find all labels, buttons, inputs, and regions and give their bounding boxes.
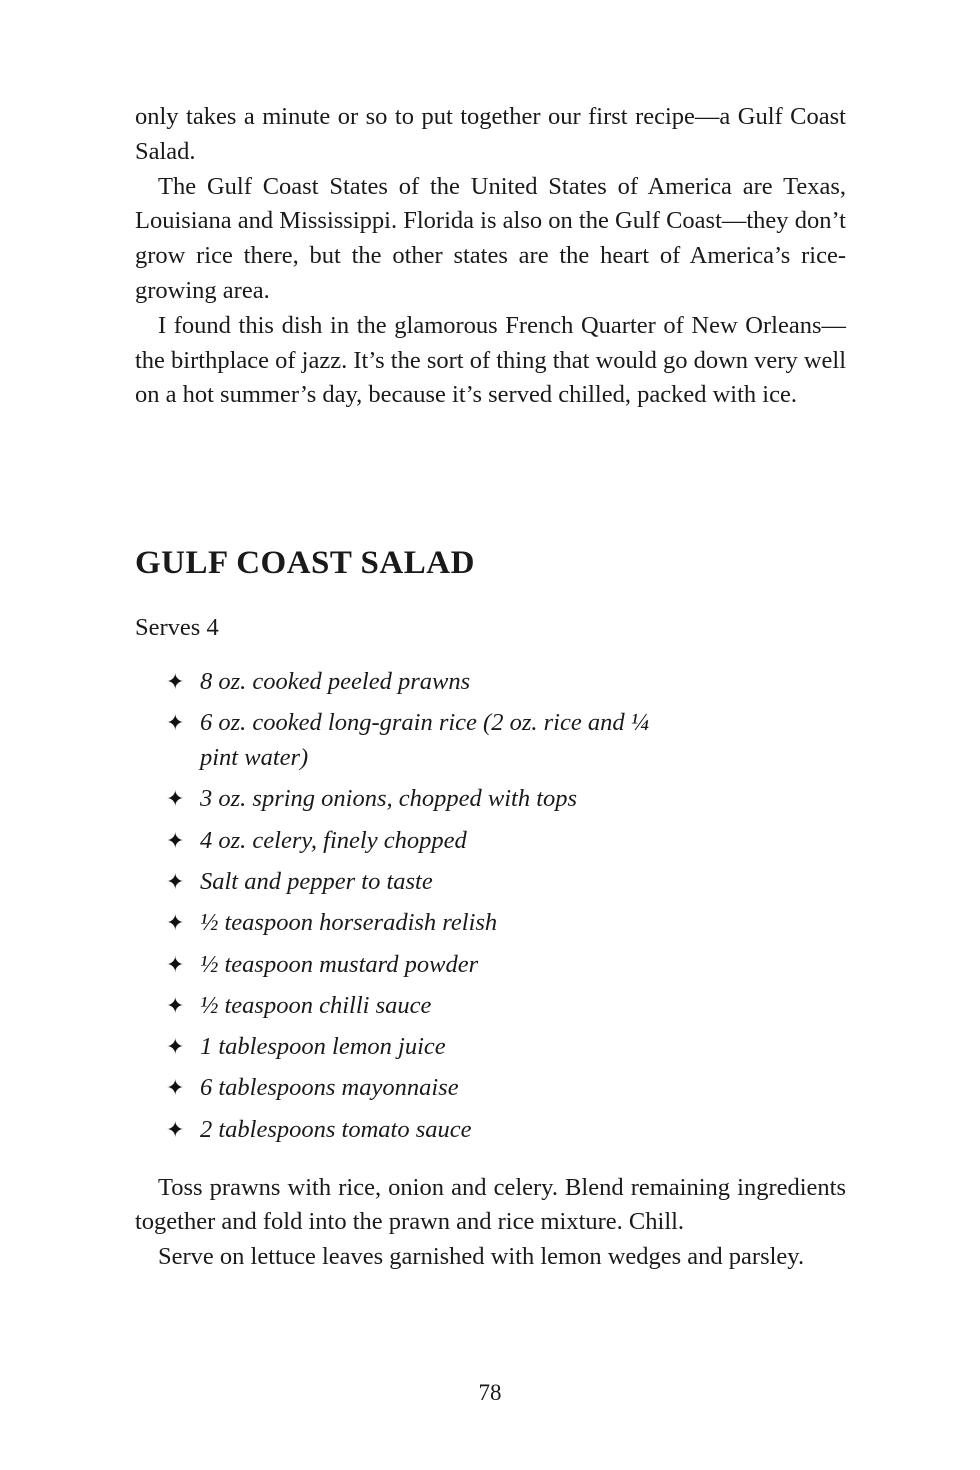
ingredient-text: ½ teaspoon horseradish relish (200, 909, 498, 937)
ingredient-item (135, 865, 680, 900)
ingredient-item (135, 989, 680, 1024)
ingredient-text: 3 oz. spring onions, chopped with tops (200, 785, 578, 813)
serves-label: Serves 4 (135, 614, 219, 642)
ingredient-item (135, 1071, 680, 1106)
star-bullet-icon: ✦ (166, 668, 185, 694)
method-paragraph: Toss prawns with rice, onion and celery. Blend remaining ingredients together and fold into the prawn and rice mixture. Chill. (135, 1173, 846, 1236)
ingredient-list (135, 665, 846, 1148)
ingredient-item (135, 665, 680, 700)
ingredient-text: 8 oz. cooked peeled prawns (200, 667, 471, 695)
star-bullet-icon: ✦ (166, 827, 185, 853)
ingredient-text: 2 tablespoons tomato sauce (200, 1115, 472, 1143)
star-bullet-icon: ✦ (166, 951, 185, 977)
ingredient-text: 4 oz. celery, finely chopped (200, 826, 467, 854)
intro-paragraph: only takes a minute or so to put together our first recipe—a Gulf Coast Salad. (135, 103, 846, 165)
recipe-title: GULF COAST SALAD (135, 545, 475, 582)
intro-paragraph: The Gulf Coast States of the United States of America are Texas, Louisiana and Mississippi. Florida is also on the Gulf Coast—they don’t grow rice there, but the other states are the heart of America’s rice-growing area. (135, 172, 846, 304)
ingredient-text: 6 oz. cooked long-grain rice (2 oz. rice and ¼ pint water) (200, 709, 650, 772)
ingredient-item (135, 824, 680, 859)
ingredient-text: ½ teaspoon mustard powder (200, 950, 479, 978)
ingredient-text: ½ teaspoon chilli sauce (200, 991, 432, 1019)
ingredient-text: Salt and pepper to taste (200, 867, 433, 895)
star-bullet-icon: ✦ (166, 786, 185, 812)
page-number: 78 (478, 1380, 502, 1405)
page-content (135, 100, 846, 1275)
ingredient-text: 6 tablespoons mayonnaise (200, 1074, 459, 1102)
ingredient-text: 1 tablespoon lemon juice (200, 1033, 446, 1061)
star-bullet-icon: ✦ (166, 1075, 185, 1101)
ingredient-item (135, 1113, 680, 1148)
star-bullet-icon: ✦ (166, 910, 185, 936)
intro-paragraph: I found this dish in the glamorous French Quarter of New Orleans—the birthplace of jazz. It’s the sort of thing that would go down very well on a hot summer’s day, because it’s served chilled, packed with ice. (135, 311, 847, 409)
ingredient-item (135, 1030, 680, 1065)
method-paragraph: Serve on lettuce leaves garnished with lemon wedges and parsley. (158, 1243, 805, 1271)
ingredient-item (135, 906, 680, 941)
star-bullet-icon: ✦ (166, 992, 185, 1018)
star-bullet-icon: ✦ (166, 1116, 185, 1142)
star-bullet-icon: ✦ (166, 1034, 185, 1060)
ingredient-item (135, 706, 680, 776)
ingredient-item (135, 948, 680, 983)
star-bullet-icon: ✦ (166, 710, 185, 736)
ingredient-item (135, 782, 680, 817)
star-bullet-icon: ✦ (166, 868, 185, 894)
